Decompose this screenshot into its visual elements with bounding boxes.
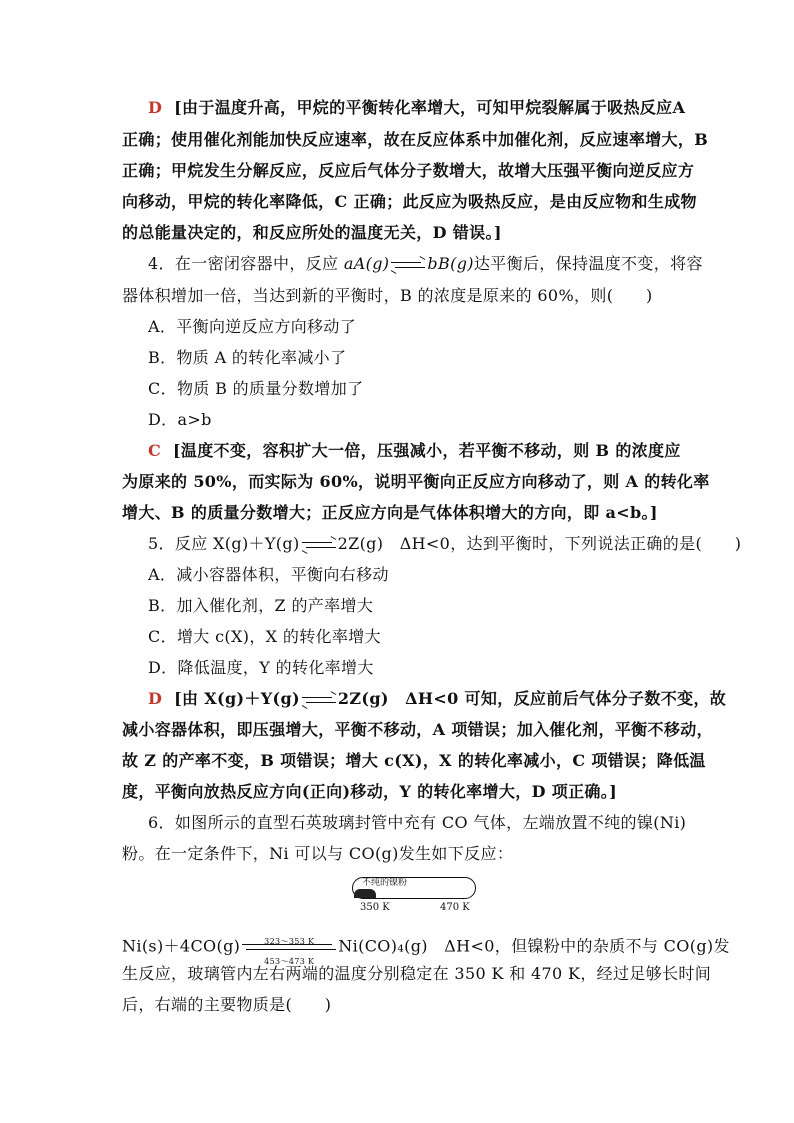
q6-stem-line-3: 生反应，玻璃管内左右两端的温度分别稳定在 350 K 和 470 K，经过足够长时间 (122, 964, 712, 983)
q3-answer-line-5: 的总能量决定的，和反应所处的温度无关，D 错误。] (122, 223, 502, 242)
q4-answer-line-2: 为原来的 50%，而实际为 60%，说明平衡向正反应方向移动了，则 A 的转化率 (122, 472, 710, 491)
q4-stem-text: 4．在一密闭容器中，反应 (148, 254, 344, 273)
q6-stem-line-1: 6．如图所示的直型石英玻璃封管中充有 CO 气体，左端放置不纯的镍(Ni) (148, 813, 687, 832)
q4-option-a: A．平衡向逆反应方向移动了 (148, 317, 357, 336)
q5-stem-left: 5．反应 X(g)＋Y(g) (148, 534, 300, 553)
q3-answer-text: [由于温度升高，甲烷的平衡转化率增大，可知甲烷裂解属于吸热反应A (174, 98, 686, 117)
q5-answer-line-1 (148, 689, 727, 709)
q4-stem-line-2: 器体积增加一倍，当达到新的平衡时，B 的浓度是原来的 60%，则( ) (122, 286, 653, 305)
left-temperature-label: 350 K (360, 902, 390, 913)
q3-answer-line-3: 正确；甲烷发生分解反应，反应后气体分子数增大，故增大压强平衡向逆反应方 (122, 161, 695, 180)
equilibrium-arrow-icon (391, 258, 425, 272)
right-temperature-label: 470 K (440, 902, 470, 913)
q4-answer-text: [温度不变，容积扩大一倍，压强减小，若平衡不移动，则 B 的浓度应 (172, 441, 681, 460)
q4-answer-letter: C (148, 441, 162, 460)
q4-reactant: aA(g) (343, 254, 390, 273)
equation-right: Ni(CO)₄(g) ΔH<0，但镍粉中的杂质不与 CO(g)发 (338, 936, 730, 956)
q4-stem-tail: 达平衡后，保持温度不变，将容 (473, 254, 703, 273)
q5-answer-letter: D (148, 689, 163, 708)
q3-answer-line-4: 向移动，甲烷的转化率降低，C 正确；此反应为吸热反应，是由反应物和生成物 (122, 192, 697, 211)
q6-stem-line-2: 粉。在一定条件下，Ni 可以与 CO(g)发生如下反应： (122, 844, 514, 863)
q4-answer-line-3: 增大、B 的质量分数增大；正反应方向是气体体积增大的方向，即 a<b。] (122, 503, 658, 522)
nickel-powder-icon (354, 889, 376, 898)
q5-answer-line-4: 度，平衡向放热反应方向(正向)移动，Y 的转化率增大，D 项正确。] (122, 782, 618, 801)
q5-answer-text-left: [由 X(g)＋Y(g) (174, 689, 300, 708)
q3-answer-line-2: 正确；使用催化剂能加快反应速率，故在反应体系中加催化剂，反应速率增大，B (122, 130, 709, 149)
reverse-condition: 453～473 K (264, 957, 315, 966)
equilibrium-arrow-icon (302, 538, 336, 552)
q4-answer-line-1 (148, 441, 708, 461)
equation-left: Ni(s)＋4CO(g) (122, 936, 241, 956)
q4-product: bB(g) (427, 254, 474, 273)
q3-answer-letter: D (148, 98, 163, 117)
q6-equation-line (122, 932, 730, 966)
q4-option-d: D．a>b (148, 410, 212, 429)
q5-option-b: B．加入催化剂，Z 的产率增大 (148, 596, 374, 615)
powder-label: 不纯的镍粉 (362, 878, 408, 888)
q5-option-c: C．增大 c(X)，X 的转化率增大 (148, 627, 381, 646)
reversible-arrow-icon (240, 932, 338, 966)
q4-option-b: B．物质 A 的转化率减小了 (148, 348, 347, 367)
q6-stem-line-4: 后，右端的主要物质是( ) (122, 995, 332, 1014)
q5-stem-right: 2Z(g) ΔH<0，达到平衡时，下列说法正确的是( ) (337, 534, 742, 553)
q4-option-c: C．物质 B 的质量分数增加了 (148, 379, 364, 398)
q5-answer-line-3: 故 Z 的产率不变，B 项错误；增大 c(X)，X 的转化率减小，C 项错误；降低温 (122, 751, 706, 770)
q5-option-d: D．降低温度，Y 的转化率增大 (148, 658, 374, 677)
q3-answer-line-1 (148, 98, 708, 118)
q5-stem (148, 534, 742, 554)
equilibrium-arrow-icon (302, 693, 336, 707)
forward-condition: 323～353 K (264, 937, 315, 946)
q5-answer-text-right: 2Z(g) ΔH<0 可知，反应前后气体分子数不变，故 (337, 689, 727, 708)
q4-stem-line-1 (148, 254, 708, 274)
q5-answer-line-2: 减小容器体积，即压强增大，平衡不移动，A 项错误；加入催化剂，平衡不移动， (122, 720, 713, 739)
q5-option-a: A．减小容器体积，平衡向右移动 (148, 565, 389, 584)
